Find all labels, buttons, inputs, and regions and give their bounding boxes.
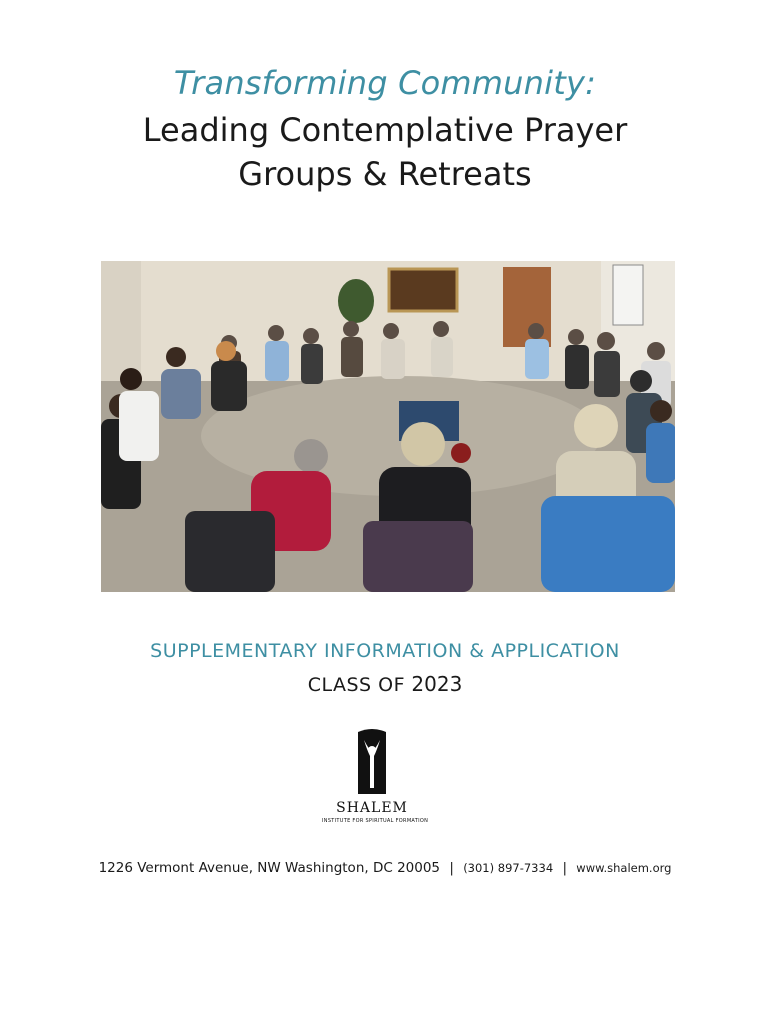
footer-website[interactable]: www.shalem.org (576, 861, 672, 875)
title-block (0, 64, 770, 196)
footer-separator: | (449, 860, 454, 876)
class-year: 2023 (411, 672, 463, 696)
group-photo (101, 261, 675, 592)
footer-phone: (301) 897-7334 (463, 861, 554, 875)
class-label: CLASS OF (307, 674, 406, 696)
subtitle: SUPPLEMENTARY INFORMATION & APPLICATION (150, 640, 620, 662)
footer-contact (0, 860, 770, 876)
shalem-figure-icon (322, 728, 422, 798)
title-main-line-2: Groups & Retreats (238, 155, 532, 193)
logo-tagline: INSTITUTE FOR SPIRITUAL FORMATION (322, 818, 429, 824)
footer-separator: | (562, 860, 567, 876)
title-main-line-1: Leading Contemplative Prayer (142, 111, 628, 149)
title-italic-line: Transforming Community: (173, 64, 597, 102)
shalem-logo (322, 728, 429, 828)
footer-address: 1226 Vermont Avenue, NW Washington, DC 20005 (98, 860, 441, 876)
logo-wordmark: SHALEM (336, 800, 408, 816)
class-line (0, 672, 770, 696)
